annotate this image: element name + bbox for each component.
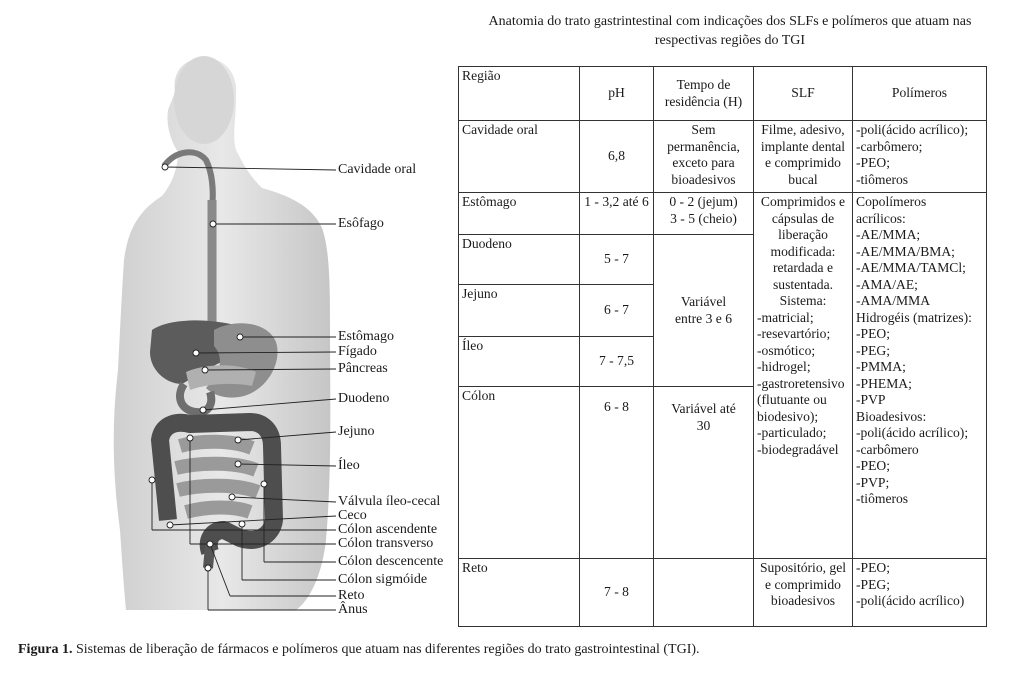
cell-slf (754, 121, 853, 193)
label-colon-ascendente: Cólon ascendente (338, 522, 438, 537)
label-ileo: Íleo (338, 458, 360, 473)
cell-line: retardada e (773, 260, 833, 275)
cell-line: -PEO; (856, 155, 890, 170)
cell-line: Copolímeros (856, 194, 927, 209)
cell-line: -PVP; (856, 474, 890, 490)
cell-regiao: Duodeno (459, 235, 580, 285)
header-regiao: Região (459, 67, 580, 121)
cell-line: permanência, (667, 138, 740, 154)
cell-line: exceto para (672, 155, 735, 170)
cell-line: modificada: (770, 243, 836, 259)
cell-line: bioadesivos (671, 171, 736, 187)
cell-line: -AE/MMA/BMA; (856, 243, 955, 259)
cell-line: -resevartório; (757, 326, 831, 341)
cell-line: 3 - 5 (cheio) (670, 210, 737, 226)
label-jejuno: Jejuno (338, 424, 375, 439)
cell-line: -PEO; (856, 326, 890, 341)
cell-line: -tiômeros (856, 491, 909, 506)
cell-line: -AMA/AE; (856, 276, 918, 292)
cell-line: -PEG; (856, 342, 890, 358)
cell-line: -PHEMA; (856, 375, 912, 391)
cell-line: -carbômero; (856, 138, 923, 154)
cell-regiao: Íleo (459, 337, 580, 387)
cell-tempo (654, 193, 754, 235)
cell-line: 30 (696, 417, 711, 433)
label-ceco: Ceco (338, 508, 367, 523)
cell-line: 0 - 2 (jejum) (669, 194, 738, 209)
cell-line: Variável (680, 294, 727, 309)
cell-ph: 5 - 7 (580, 235, 654, 285)
cell-line: Comprimidos e (760, 194, 846, 209)
cell-line: -osmótico; (757, 342, 816, 358)
cell-ph: 7 - 7,5 (580, 337, 654, 387)
cell-line: -poli(ácido acrílico); (856, 425, 969, 440)
label-reto: Reto (338, 588, 365, 603)
header-polimeros: Polímeros (853, 67, 987, 121)
cell-line: -carbômero (856, 441, 919, 457)
cell-line: -particulado; (757, 425, 827, 440)
label-pancreas: Pâncreas (338, 361, 388, 376)
cell-line: Supositório, gel (759, 560, 847, 575)
caption-text: Sistemas de liberação de fármacos e polímeros que atuam nas diferentes regiões do trato gastrointestinal (TGI). (75, 642, 700, 657)
cell-regiao: Estômago (459, 193, 580, 235)
gi-table (458, 66, 986, 626)
cell-line: Variável até (671, 401, 736, 416)
cell-ph: 6 - 8 (580, 387, 654, 559)
cell-slf (754, 559, 853, 627)
table-row (459, 121, 987, 193)
cell-regiao: Cólon (459, 387, 580, 559)
cell-ph: 1 - 3,2 até 6 (580, 193, 654, 235)
cell-line: liberação (778, 227, 828, 242)
label-colon-descencente: Cólon descencente (338, 554, 444, 569)
cell-line: -PEG; (856, 576, 890, 592)
cell-line: -PEO; (856, 560, 890, 575)
cell-line: (flutuante ou (757, 392, 827, 407)
cell-line: -PEO; (856, 458, 890, 473)
cell-line: acrílicos: (856, 210, 906, 226)
cell-line: -matricial; (757, 309, 814, 325)
cell-line: biodesivo); (757, 408, 819, 424)
cell-line: implante dental (760, 138, 846, 154)
cell-line: -PMMA; (856, 359, 906, 374)
label-esofago: Esôfago (338, 216, 384, 231)
cell-line: -AMA/MMA (856, 293, 931, 308)
cell-ph: 6,8 (580, 121, 654, 193)
cell-line: -PVP (856, 392, 886, 407)
table-row (459, 559, 987, 627)
cell-line: entre 3 e 6 (675, 310, 732, 326)
label-colon-sigmoide: Cólon sigmóide (338, 572, 428, 587)
cell-line: -gastroretensivo (757, 375, 845, 391)
cell-line: Sistema: (779, 293, 827, 308)
cell-ph: 6 - 7 (580, 285, 654, 337)
cell-line: Filme, adesivo, (761, 122, 845, 137)
cell-line: cápsulas de (771, 210, 835, 226)
caption-label: Figura 1. (18, 642, 73, 657)
cell-regiao: Jejuno (459, 285, 580, 337)
header-slf: SLF (754, 67, 853, 121)
cell-line: -hidrogel; (757, 359, 811, 374)
cell-line: -tiômeros (856, 171, 909, 187)
cell-line: Bioadesivos: (856, 408, 927, 424)
table-title-line: Anatomia do trato gastrintestinal com indicações dos SLFs e polímeros que atuam nas (488, 14, 972, 29)
cell-line: e comprimido (765, 576, 841, 592)
table-row (459, 193, 987, 235)
cell-line: -poli(ácido acrílico); (856, 122, 969, 137)
cell-line: -AE/MMA/TAMCl; (856, 260, 966, 275)
cell-ph: 7 - 8 (580, 559, 654, 627)
label-estomago: Estômago (338, 329, 394, 344)
cell-tempo (654, 387, 754, 559)
cell-regiao: Reto (459, 559, 580, 627)
label-cavidade-oral: Cavidade oral (338, 162, 417, 177)
figure-caption (18, 641, 700, 659)
cell-line: e comprimido (765, 155, 841, 170)
label-valvula-ileo-cecal: Válvula íleo-cecal (338, 494, 441, 509)
cell-line: -biodegradável (757, 441, 839, 457)
label-colon-transverso: Cólon transverso (338, 536, 434, 551)
cell-line: Hidrogéis (matrizes): (856, 309, 972, 325)
cell-line: bioadesivos (770, 593, 836, 608)
table-title-line: respectivas regiões do TGI (654, 33, 806, 48)
cell-polimeros (853, 559, 987, 627)
label-figado: Fígado (338, 344, 377, 359)
cell-tempo (654, 121, 754, 193)
cell-line: Sem (691, 122, 716, 137)
cell-polimeros (853, 121, 987, 193)
cell-polimeros-gi (853, 193, 987, 559)
table-header-row (459, 67, 987, 121)
cell-line: bucal (788, 171, 818, 187)
cell-line: sustentada. (772, 276, 834, 292)
header-tempo-residencia: Tempo de residência (H) (654, 67, 754, 121)
head (174, 56, 234, 144)
cell-line: -AE/MMA; (856, 227, 921, 242)
cell-regiao: Cavidade oral (459, 121, 580, 193)
cell-tempo-empty (654, 559, 754, 627)
cell-slf-gi (754, 193, 853, 559)
label-anus: Ânus (338, 602, 368, 617)
header-ph: pH (580, 67, 654, 121)
table-title (440, 12, 1020, 50)
cell-line: -poli(ácido acrílico) (856, 593, 965, 608)
cell-tempo-intestino (654, 235, 754, 387)
label-duodeno: Duodeno (338, 391, 390, 406)
